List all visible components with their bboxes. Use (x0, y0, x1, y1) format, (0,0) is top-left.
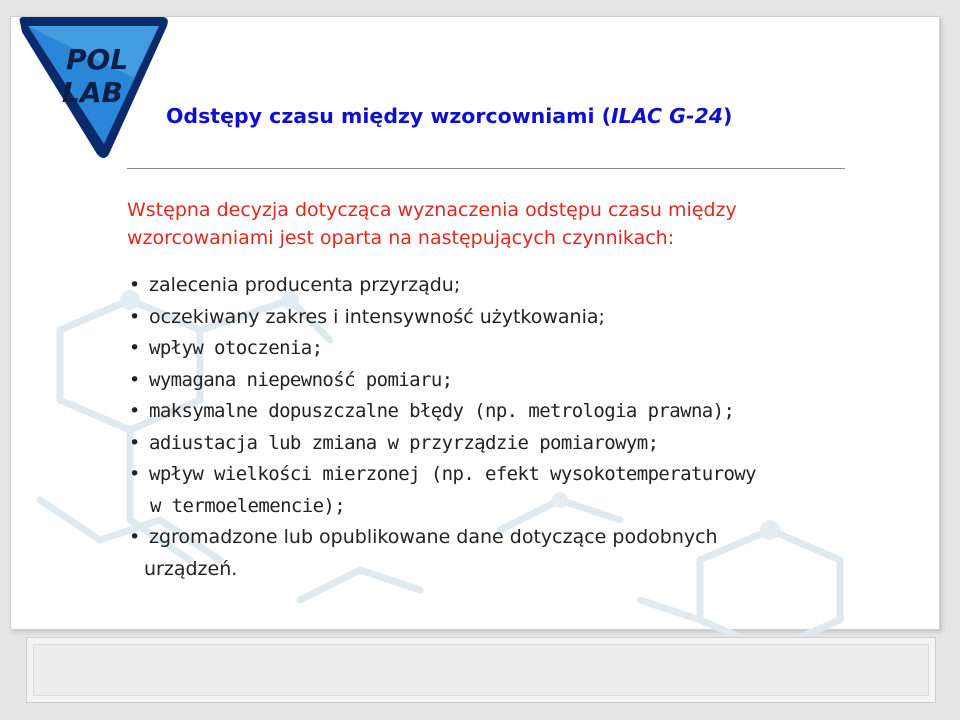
logo-text-lab: LAB (62, 76, 123, 109)
footer-inner (33, 644, 929, 696)
logo-text-pol: POL (66, 43, 129, 76)
list-item: • wpływ otoczenia; (129, 337, 323, 359)
pollab-logo (14, 14, 184, 164)
list-item: • zgromadzone lub opublikowane dane dotyczące podobnych urządzeń. (129, 526, 718, 580)
list-item: • zalecenia producenta przyrządu; (129, 274, 461, 296)
slide-title: Odstępy czasu między wzorcowniami (ILAC G-24) (166, 104, 733, 128)
list-item: • wpływ wielkości mierzonej (np. efekt wysokotemperaturowy w termoelemencie); (129, 463, 756, 517)
intro-paragraph (127, 196, 907, 252)
title-divider (127, 168, 845, 169)
factor-list (129, 270, 919, 585)
list-item: • maksymalne dopuszczalne błędy (np. metrologia prawna); (129, 400, 735, 422)
list-item: • wymagana niepewność pomiaru; (129, 368, 453, 391)
intro-line-1: Wstępna decyzja dotycząca wyznaczenia odstępu czasu między (127, 199, 737, 221)
list-item: • oczekiwany zakres i intensywność użytkowania; (129, 305, 605, 328)
list-item: • adiustacja lub zmiana w przyrządzie pomiarowym; (129, 431, 659, 454)
intro-line-2: wzorcowaniami jest oparta na następujących czynnikach: (127, 227, 675, 249)
footer-bar (26, 637, 936, 703)
